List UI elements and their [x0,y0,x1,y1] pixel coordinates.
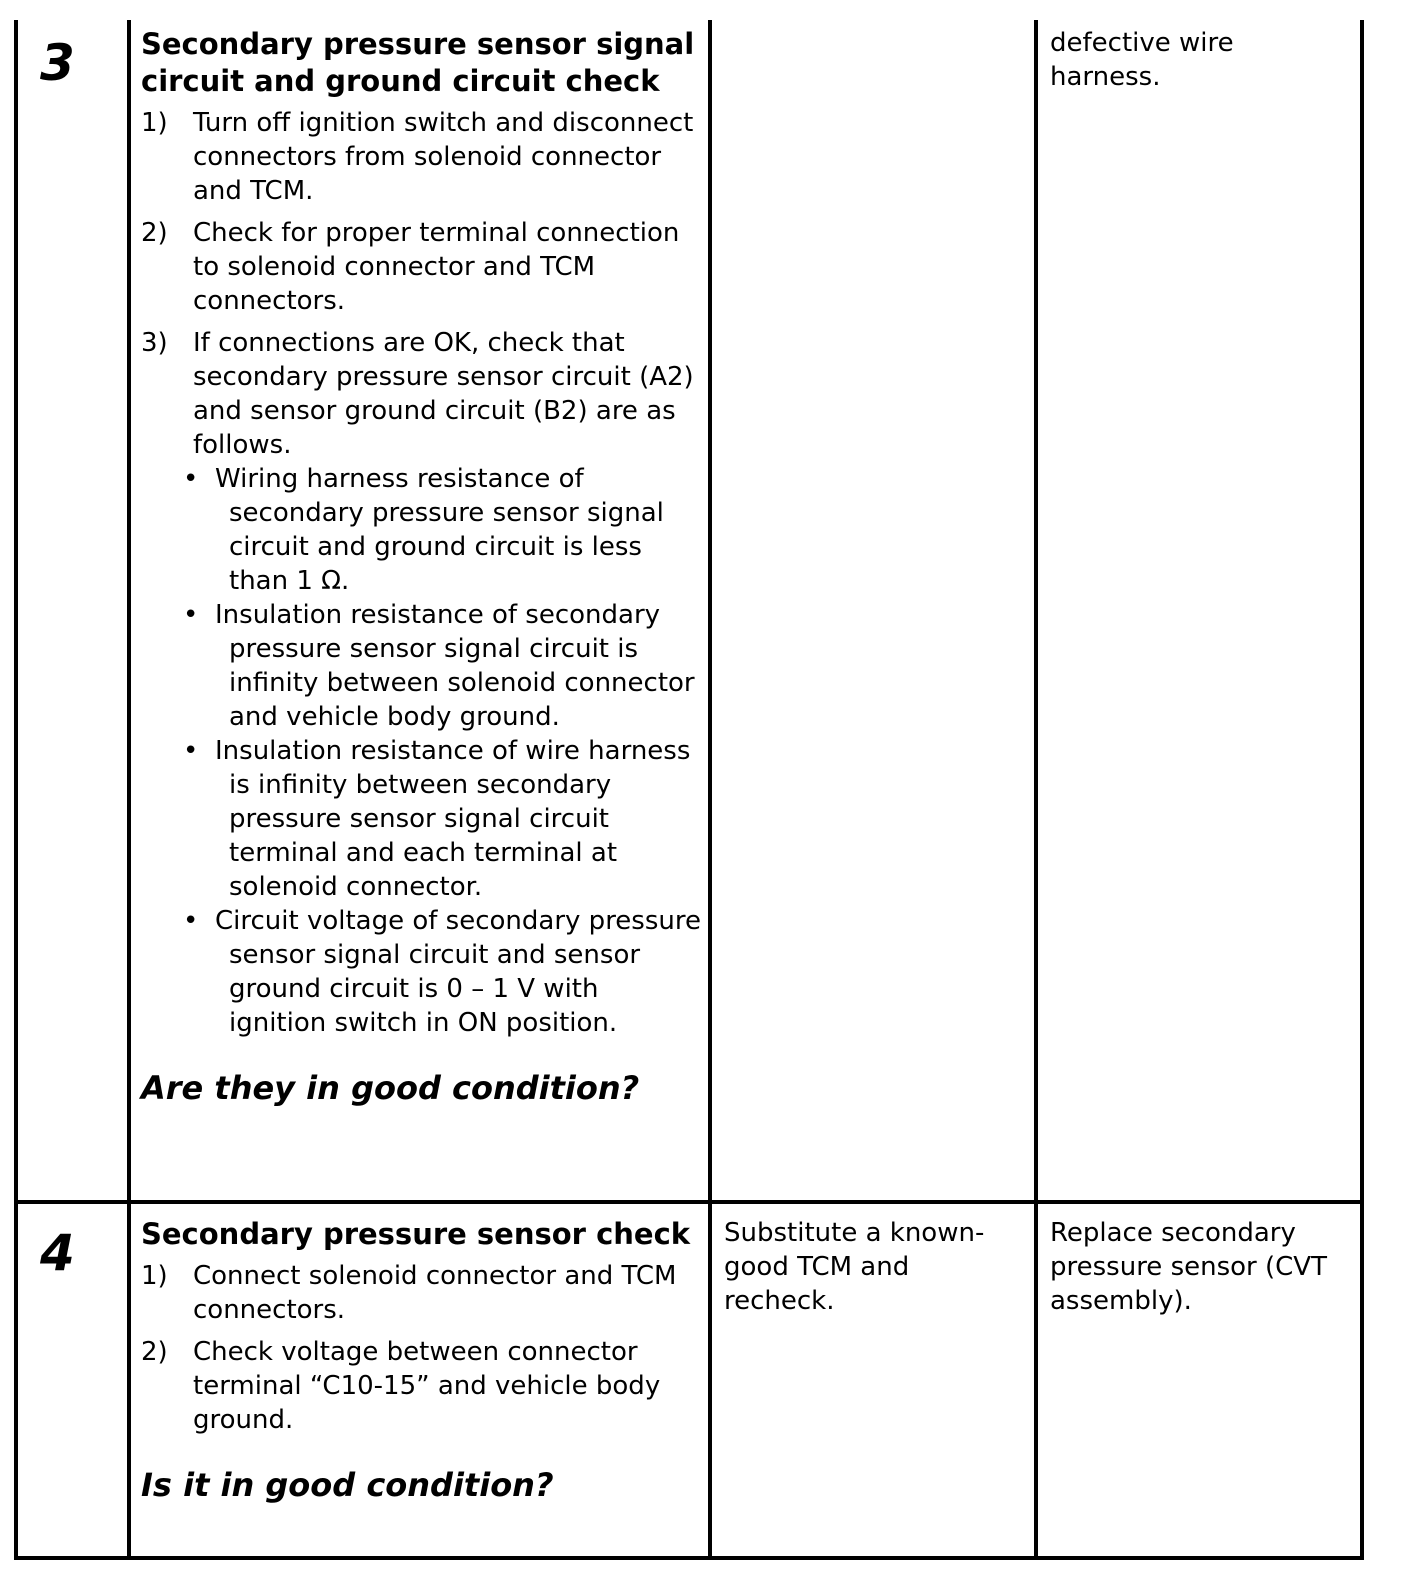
row-divider [14,1200,1364,1204]
step-question: Is it in good condition? [141,1466,554,1504]
condition-item: • Wiring harness resistance of secondary pressure sensor signal circuit and ground circuit is less than 1 Ω. [183,464,664,596]
instruction-item: 1) Connect solenoid connector and TCM connectors. [141,1261,677,1325]
step-title: Secondary pressure sensor check [141,1217,691,1251]
step-number-text: 3 [40,34,75,92]
instruction-item: 1) Turn off ignition switch and disconnect connectors from solenoid connector and TCM. [141,108,694,206]
table-border-left [14,20,18,1560]
step-question: Are they in good condition? [141,1069,640,1107]
step-instructions [141,106,701,1040]
no-result: defective wire harness. [1050,28,1234,92]
instruction-item: 2) Check voltage between connector terminal “C10-15” and vehicle body ground. [141,1337,661,1435]
column-divider [1034,20,1038,1560]
step-number-text: 4 [40,1224,75,1282]
condition-item: • Insulation resistance of wire harness is infinity between secondary pressure sensor signal circuit terminal and each terminal at solenoid connector. [183,736,691,902]
no-result: Replace secondary pressure sensor (CVT assembly). [1050,1218,1327,1316]
instruction-item: 2) Check for proper terminal connection to solenoid connector and TCM connectors. [141,218,680,316]
condition-list [183,462,701,1040]
table-border-right [1360,20,1364,1560]
condition-item: • Insulation resistance of secondary pressure sensor signal circuit is infinity between solenoid connector and vehicle body ground. [183,600,695,732]
step-number [40,34,75,92]
table-border-bottom [14,1556,1364,1560]
column-divider [127,20,131,1560]
instruction-item: 3) If connections are OK, check that secondary pressure sensor circuit (A2) and sensor ground circuit (B2) are as follows. • Wiring harness resistance of secondary pressure sensor signal circuit and ground circuit is less than 1 Ω. • Insulation resistance of secondary pressure sensor signal circuit is infinity between solenoid connector and vehicle body ground. • Insulation resistance of wire harness is infinity between secondary pressure sensor signal circuit terminal and each terminal at solenoid connector. • Circuit voltage of secondary pressure sensor signal circuit and sensor ground circuit is 0 – 1 V with ignition switch in ON position. [141,328,701,1038]
step-number [40,1224,75,1282]
column-divider [708,20,712,1560]
step-title: Secondary pressure sensor signal circuit and ground circuit check [141,27,695,98]
step-action-cell [141,26,701,1108]
condition-item: • Circuit voltage of secondary pressure sensor signal circuit and sensor ground circuit is 0 – 1 V with ignition switch in ON position. [183,906,701,1038]
step-action-cell [141,1216,701,1505]
yes-result: Substitute a known-good TCM and recheck. [724,1218,985,1316]
step-instructions [141,1259,701,1437]
